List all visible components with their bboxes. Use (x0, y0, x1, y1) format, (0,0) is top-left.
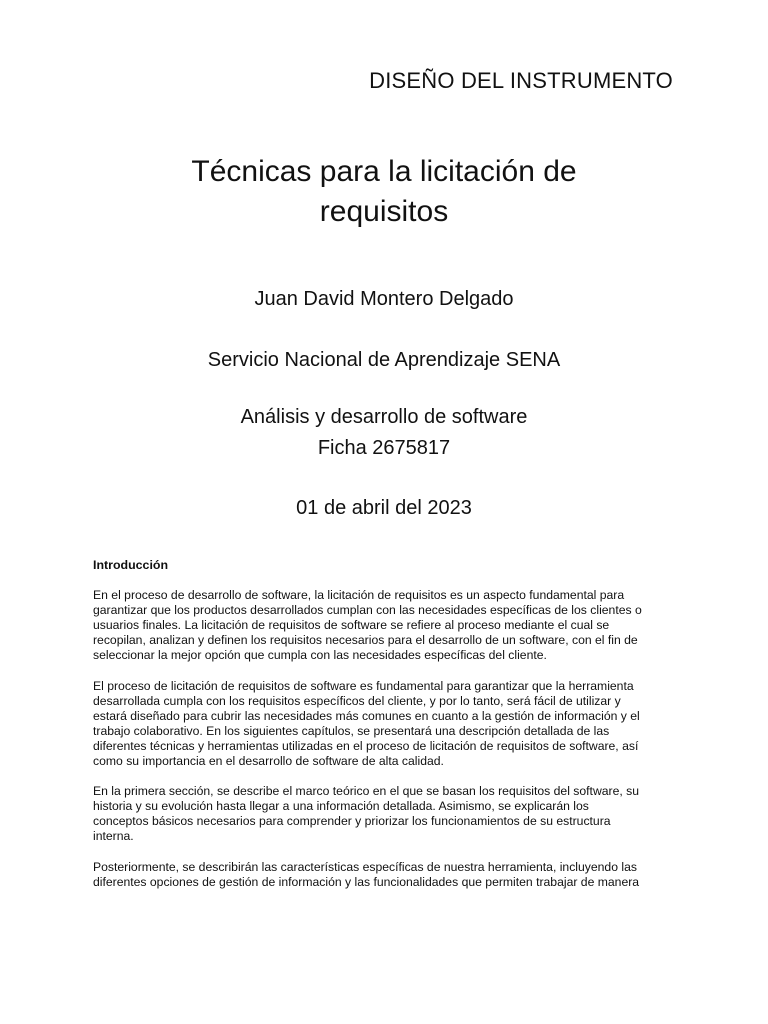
paragraph-line: garantizar que los productos desarrollados cumplan con las necesidades específicas de los clientes o (93, 603, 642, 618)
author-name: Juan David Montero Delgado (254, 288, 514, 310)
paragraph-line: diferentes opciones de gestión de información y las funcionalidades que permiten trabajar de manera (93, 874, 640, 889)
document-body (93, 558, 677, 905)
paragraph-line: En el proceso de desarrollo de software, la licitación de requisitos es un aspecto fundamental para (93, 588, 625, 603)
paragraph-line: recopilan, analizan y definen los requisitos necesarios para el desarrollo de un software, con el fin de (93, 633, 638, 648)
paragraph (93, 588, 677, 663)
paragraph-list (93, 588, 677, 890)
paragraph-line: Posteriormente, se describirán las características específicas de nuestra herramienta, incluyendo las (93, 859, 637, 874)
paragraph-line: historia y su evolución hasta llegar a una información detallada. Asimismo, se explicarán los (93, 799, 589, 814)
paragraph-line: El proceso de licitación de requisitos de software es fundamental para garantizar que la herramienta (93, 678, 634, 693)
paragraph-line: diferentes técnicas y herramientas utilizadas en el proceso de licitación de requisitos de software, así (93, 738, 639, 753)
paragraph (93, 860, 677, 890)
paragraph-line: usuarios finales. La licitación de requisitos de software se refiere al proceso mediante el cual se (93, 618, 610, 633)
paragraph-line: trabajo colaborativo. En los siguientes capítulos, se presentará una descripción detallada de las (93, 723, 610, 738)
section-heading: Introducción (93, 558, 169, 572)
paragraph (93, 679, 677, 770)
paragraph-line: desarrollada cumpla con los requisitos específicos del cliente, y por lo tanto, será fácil de utilizar y (93, 693, 621, 708)
program-name: Análisis y desarrollo de software (240, 406, 528, 428)
document-title (0, 152, 768, 232)
title-line: Técnicas para la licitación de (191, 155, 577, 188)
program-ficha: Ficha 2675817 (317, 437, 451, 459)
paragraph-line: conceptos básicos necesarios para comprender y priorizar los funcionamientos de su estructura (93, 814, 611, 829)
institution-name: Servicio Nacional de Aprendizaje SENA (207, 349, 561, 371)
paragraph-line: interna. (93, 829, 134, 844)
document-header-label: DISEÑO DEL INSTRUMENTO (369, 68, 673, 93)
document-date: 01 de abril del 2023 (296, 497, 472, 519)
title-line: requisitos (319, 195, 449, 228)
paragraph-line: En la primera sección, se describe el marco teórico en el que se basan los requisitos del software, su (93, 784, 640, 799)
program-info (0, 402, 768, 464)
paragraph-line: como su importancia en el desarrollo de software de alta calidad. (93, 754, 444, 769)
paragraph (93, 784, 677, 844)
paragraph-line: estará diseñado para cubrir las necesidades más comunes en cuanto a la gestión de información y el (93, 708, 640, 723)
paragraph-line: seleccionar la mejor opción que cumpla con las necesidades específicas del cliente. (93, 648, 547, 663)
